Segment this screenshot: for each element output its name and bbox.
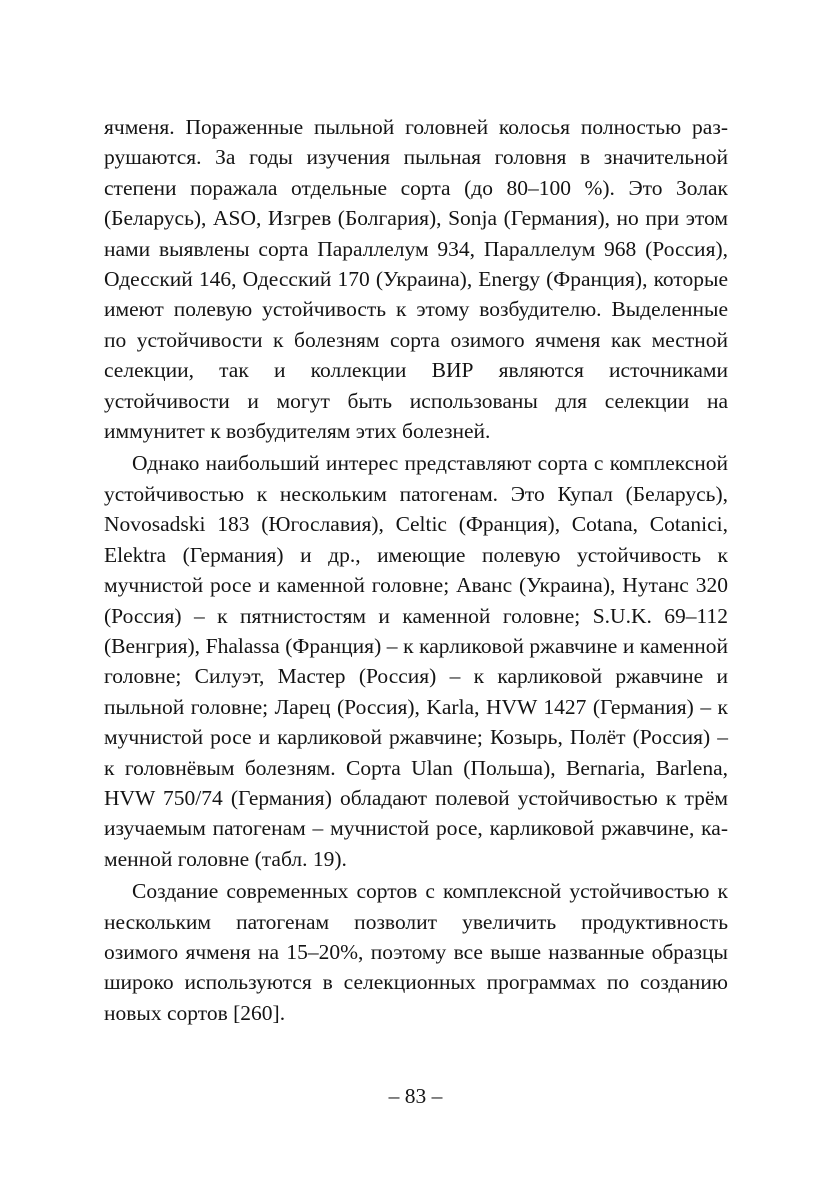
page-number: – 83 – <box>388 1084 443 1108</box>
paragraph-1: ячменя. Пораженные пыльной головней колосья полностью разрушаются. За годы изучения пыльная головня в значительной степени поражала отдельные сорта (до 80–100 %). Это Золак (Беларусь), ASO, Изгрев (Болгария), Sonja (Германия), но при этом нами выявлены сорта Параллелум 934, Параллелум 968 (Россия), Одесский 146, Одесский 170 (Украина), Energy (Франция), которые имеют полевую устойчивость к этому возбудителю. Выделенные по устойчивости к болезням сорта озимого ячменя как местной селекции, так и коллекции ВИР являются источниками устойчивости и могут быть использованы для селекции на иммунитет к возбудителям этих болезней. <box>104 115 728 444</box>
paragraph-3: Создание современных сортов с комплексной устойчивостью к нескольким патогенам позволит увеличить продуктивность озимого ячменя на 15–20%, поэтому все выше названные образцы широко используются в селекционных программах по созданию новых сортов [260]. <box>104 879 728 1025</box>
paragraph-2: Однако наибольший интерес представляют сорта с комплексной устойчивостью к нескольким патогенам. Это Купал (Беларусь), Novosadski 183 (Югославия), Celtic (Франция), Cotana, Cotanici, Elektra (Германия) и др., имеющие полевую устойчивость к мучнистой росе и каменной головне; Аванс (Украина), Нутанс 320 (Россия) – к пятнистостям и каменной головне; S.U.K. 69–112 (Венгрия), Fhalassa (Франция) – к карликовой ржавчине и каменной головне; Силуэт, Мастер (Россия) – к карликовой ржавчине и пыльной головне; Ларец (Россия), Karla, HVW 1427 (Германия) – к мучнистой росе и карликовой ржавчине; Козырь, Полёт (Россия) – к головнёвым болезням. Сорта Ulan (Польша), Bernaria, Barlena, HVW 750/74 (Германия) обладают полевой устойчивостью к трём изучаемым патогенам – мучнистой росе, карликовой ржавчине, каменной головне (табл. 19). <box>104 451 728 871</box>
page-body <box>104 112 728 1028</box>
